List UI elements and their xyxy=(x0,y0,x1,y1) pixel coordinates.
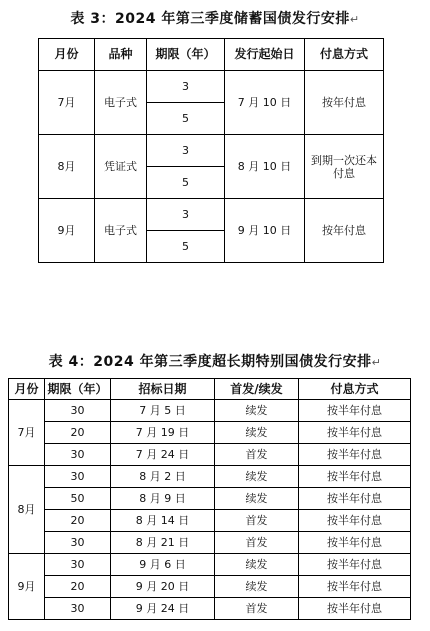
table4-date-cell: 9 月 24 日 xyxy=(111,598,215,620)
table4-issue-cell: 首发 xyxy=(215,510,299,532)
table4-date-cell: 9 月 6 日 xyxy=(111,554,215,576)
table4-date-cell: 8 月 2 日 xyxy=(111,466,215,488)
table4-payment-cell: 按半年付息 xyxy=(299,488,411,510)
table4-issue-cell: 首发 xyxy=(215,598,299,620)
table3-term-cell: 3 xyxy=(147,71,225,103)
table3-payment-cell: 到期一次还本付息 xyxy=(305,135,384,199)
table3-month-cell: 7月 xyxy=(39,71,95,135)
table4-term-cell: 30 xyxy=(45,532,111,554)
table-row xyxy=(9,554,411,576)
table4-header-month: 月份 xyxy=(9,379,45,400)
table4-month-cell: 9月 xyxy=(9,554,45,620)
table-row xyxy=(39,199,384,231)
table-row xyxy=(9,598,411,620)
table3-payment-cell: 按年付息 xyxy=(305,71,384,135)
table4-term-cell: 20 xyxy=(45,510,111,532)
table4-header-payment: 付息方式 xyxy=(299,379,411,400)
table4-header-term: 期限（年） xyxy=(45,379,111,400)
table3-term-cell: 5 xyxy=(147,103,225,135)
table3-title xyxy=(0,8,430,28)
table4-term-cell: 50 xyxy=(45,488,111,510)
table4-issue-cell: 续发 xyxy=(215,422,299,444)
table3-term-cell: 3 xyxy=(147,135,225,167)
table4-issue-cell: 续发 xyxy=(215,400,299,422)
table3-header-start-date: 发行起始日 xyxy=(225,39,305,71)
table4-header-row xyxy=(9,379,411,400)
table4-date-cell: 7 月 5 日 xyxy=(111,400,215,422)
table4-payment-cell: 按半年付息 xyxy=(299,598,411,620)
table-row xyxy=(9,510,411,532)
table4-payment-cell: 按半年付息 xyxy=(299,400,411,422)
table3-type-cell: 电子式 xyxy=(95,199,147,263)
paragraph-mark-icon: ↵ xyxy=(371,356,382,369)
table-row xyxy=(9,466,411,488)
table4-term-cell: 30 xyxy=(45,598,111,620)
table-row xyxy=(9,532,411,554)
table-row xyxy=(39,135,384,167)
table4-header-tender-date: 招标日期 xyxy=(111,379,215,400)
paragraph-mark-icon: ↵ xyxy=(349,13,360,26)
table4-term-cell: 20 xyxy=(45,576,111,598)
table4-month-cell: 7月 xyxy=(9,400,45,466)
table3-type-cell: 电子式 xyxy=(95,71,147,135)
table3-header-term: 期限（年） xyxy=(147,39,225,71)
table4-header-issue-type: 首发/续发 xyxy=(215,379,299,400)
table4-month-cell: 8月 xyxy=(9,466,45,554)
table3-header-payment: 付息方式 xyxy=(305,39,384,71)
table4-date-cell: 8 月 9 日 xyxy=(111,488,215,510)
table4-special-bond-schedule xyxy=(8,378,411,620)
table-row xyxy=(9,444,411,466)
table4-term-cell: 30 xyxy=(45,400,111,422)
table4-payment-cell: 按半年付息 xyxy=(299,422,411,444)
table4-issue-cell: 首发 xyxy=(215,532,299,554)
table-row xyxy=(9,400,411,422)
table3-term-cell: 5 xyxy=(147,231,225,263)
table3-term-cell: 5 xyxy=(147,167,225,199)
table4-issue-cell: 续发 xyxy=(215,576,299,598)
table3-month-cell: 9月 xyxy=(39,199,95,263)
table4-issue-cell: 续发 xyxy=(215,554,299,576)
table4-payment-cell: 按半年付息 xyxy=(299,510,411,532)
table4-payment-cell: 按半年付息 xyxy=(299,466,411,488)
table4-payment-cell: 按半年付息 xyxy=(299,576,411,598)
table3-start-cell: 7 月 10 日 xyxy=(225,71,305,135)
table4-term-cell: 20 xyxy=(45,422,111,444)
table3-payment-cell: 按年付息 xyxy=(305,199,384,263)
table4-date-cell: 7 月 19 日 xyxy=(111,422,215,444)
table4-term-cell: 30 xyxy=(45,554,111,576)
table3-title-text: 表 3：2024 年第三季度储蓄国债发行安排 xyxy=(70,11,350,27)
table-row xyxy=(9,576,411,598)
table4-issue-cell: 首发 xyxy=(215,444,299,466)
table3-savings-bond-schedule xyxy=(38,38,384,263)
table3-header-row xyxy=(39,39,384,71)
table3-start-cell: 9 月 10 日 xyxy=(225,199,305,263)
table4-date-cell: 9 月 20 日 xyxy=(111,576,215,598)
table4-date-cell: 8 月 14 日 xyxy=(111,510,215,532)
table3-term-cell: 3 xyxy=(147,199,225,231)
table-row xyxy=(39,71,384,103)
table4-issue-cell: 续发 xyxy=(215,466,299,488)
table4-payment-cell: 按半年付息 xyxy=(299,444,411,466)
table4-title-text: 表 4：2024 年第三季度超长期特别国债发行安排 xyxy=(48,354,372,370)
table-row xyxy=(9,422,411,444)
table3-type-cell: 凭证式 xyxy=(95,135,147,199)
table4-payment-cell: 按半年付息 xyxy=(299,554,411,576)
table4-date-cell: 8 月 21 日 xyxy=(111,532,215,554)
table4-term-cell: 30 xyxy=(45,466,111,488)
table3-month-cell: 8月 xyxy=(39,135,95,199)
table-row xyxy=(9,488,411,510)
table4-payment-cell: 按半年付息 xyxy=(299,532,411,554)
table3-header-month: 月份 xyxy=(39,39,95,71)
table4-issue-cell: 续发 xyxy=(215,488,299,510)
table3-header-type: 品种 xyxy=(95,39,147,71)
table4-date-cell: 7 月 24 日 xyxy=(111,444,215,466)
table3-start-cell: 8 月 10 日 xyxy=(225,135,305,199)
table4-title xyxy=(0,351,430,371)
table4-term-cell: 30 xyxy=(45,444,111,466)
